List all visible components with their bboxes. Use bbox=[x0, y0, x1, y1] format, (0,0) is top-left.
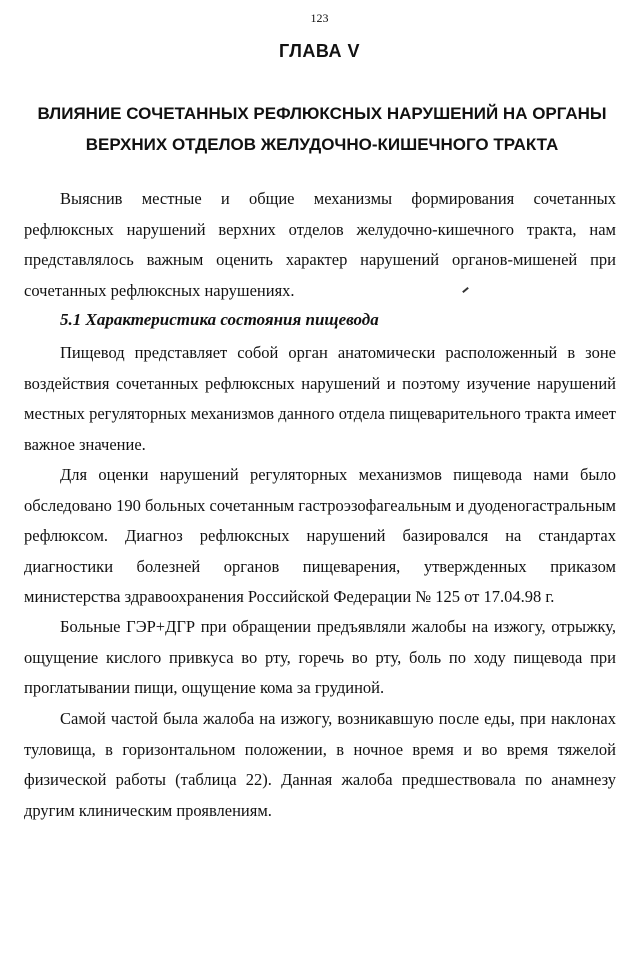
paragraph-complaints bbox=[24, 612, 616, 704]
paragraph-heartburn bbox=[24, 704, 616, 826]
chapter-heading: ГЛАВА V bbox=[279, 41, 360, 61]
paragraph-study bbox=[24, 460, 616, 613]
paragraph: Для оценки нарушений регуляторных механизмов пищевода нами было обследовано 190 больных сочетанным гастроэзофагеальным и дуоденогастральным рефлюксом. Диагноз рефлюксных нарушений базировался на стандартах диагностики болезней органов пищеварения, утвержденных приказом министерства здравоохранения Российской Федерации № 125 от 17.04.98 г. bbox=[24, 465, 616, 607]
paragraph-esophagus bbox=[24, 338, 616, 460]
section-heading: 5.1 Характеристика состояния пищевода bbox=[60, 310, 379, 329]
page-number: 123 bbox=[310, 11, 329, 25]
paragraph: Пищевод представляет собой орган анатомически расположенный в зоне воздействия сочетанных рефлюксных нарушений и поэтому изучение нарушений местных регуляторных механизмов данного отдела пищеварительного тракта имеет важное значение. bbox=[24, 343, 616, 454]
chapter-title: ВЛИЯНИЕ СОЧЕТАННЫХ РЕФЛЮКСНЫХ НАРУШЕНИЙ НА ОРГАНЫ ВЕРХНИХ ОТДЕЛОВ ЖЕЛУДОЧНО-КИШЕЧНОГО ТРАКТА bbox=[37, 104, 607, 154]
paragraph: Самой частой была жалоба на изжогу, возникавшую после еды, при наклонах туловища, в горизонтальном положении, в ночное время и во время тяжелой физической работы (таблица 22). Данная жалоба предшествовала по анамнезу другим клиническим проявлениям. bbox=[24, 709, 616, 820]
paragraph: Больные ГЭР+ДГР при обращении предъявляли жалобы на изжогу, отрыжку, ощущение кислого привкуса во рту, горечь во рту, боль по ходу пищевода при проглатывании пищи, ощущение кома за грудиной. bbox=[24, 617, 616, 698]
paragraph-intro bbox=[24, 184, 616, 306]
paragraph: Выяснив местные и общие механизмы формирования сочетанных рефлюксных нарушений верхних отделов желудочно-кишечного тракта, нам представлялось важным оценить характер нарушений органов-мишеней при сочетанных рефлюксных нарушениях. bbox=[24, 189, 616, 300]
